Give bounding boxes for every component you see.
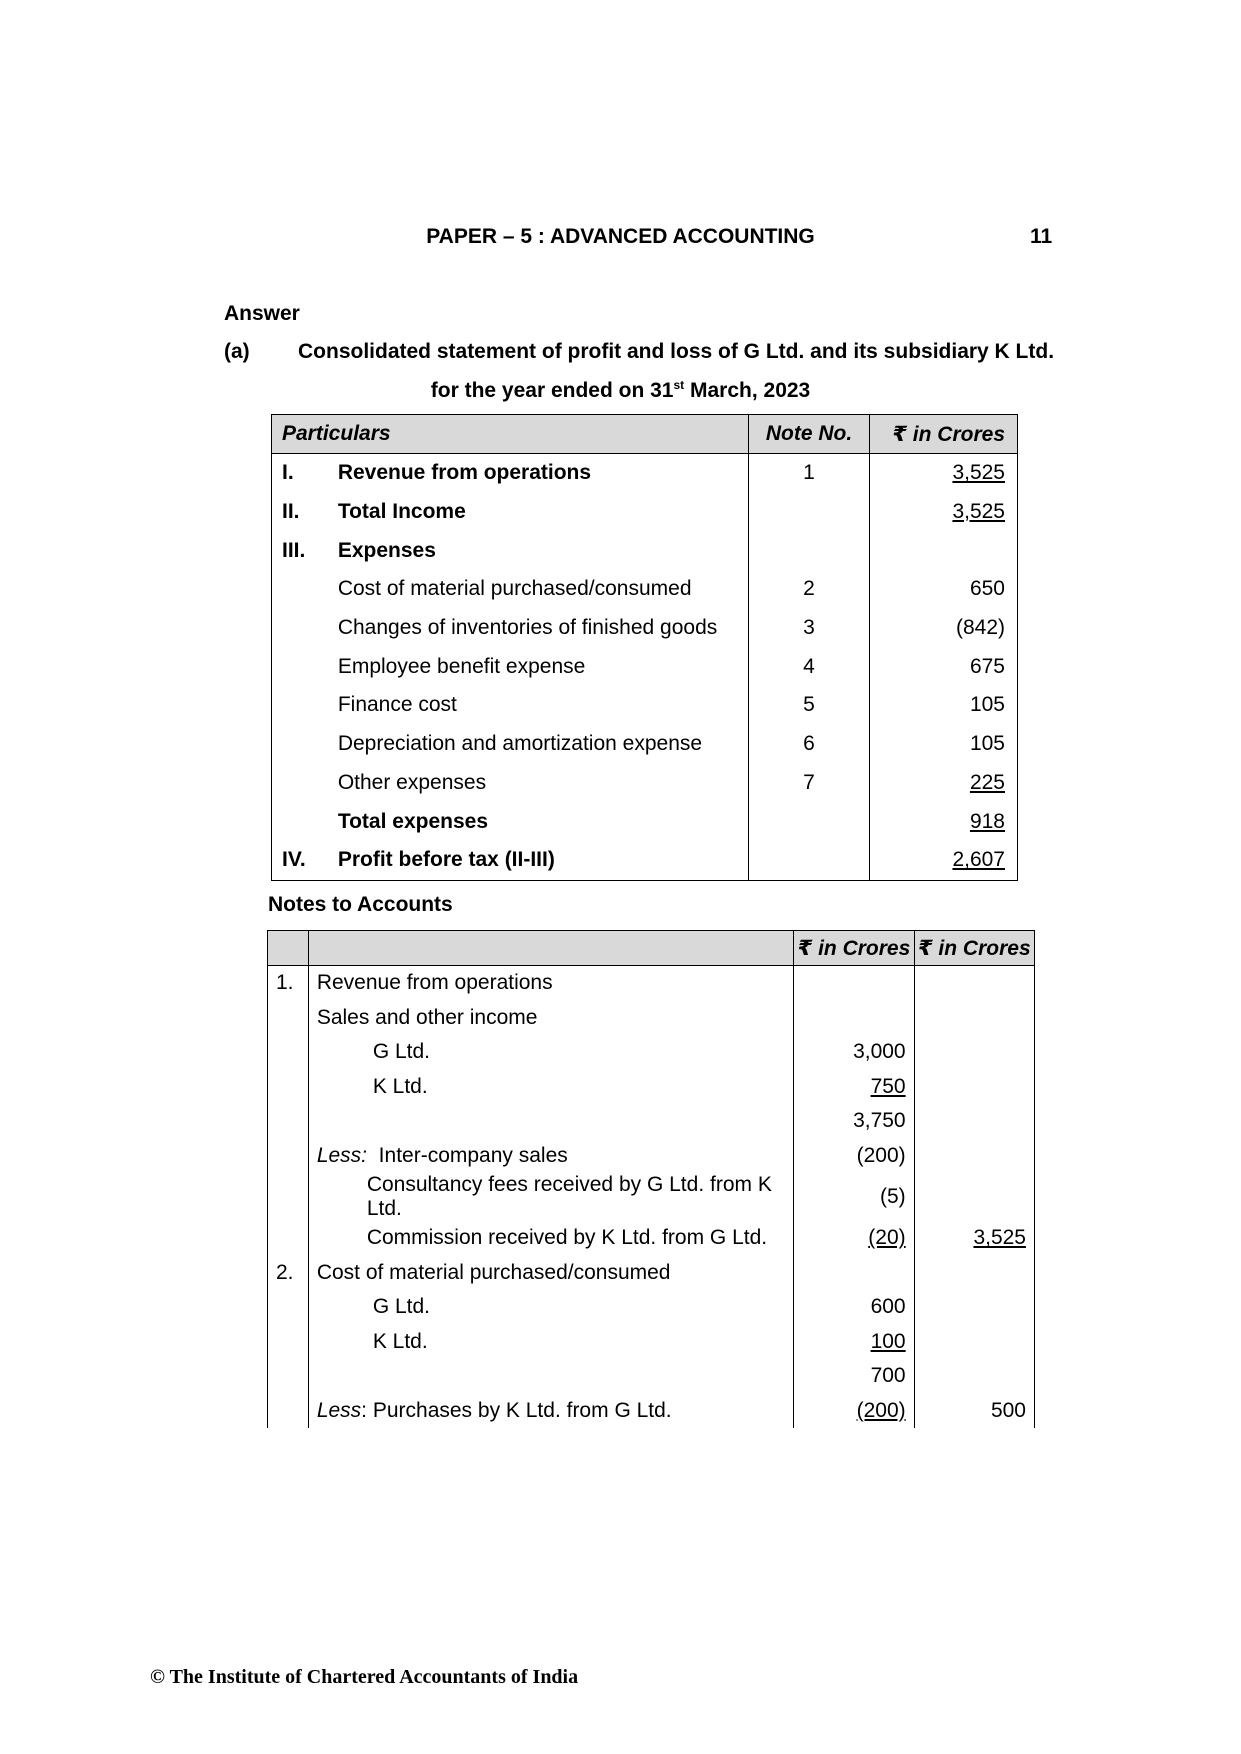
row-label: Cost of material purchased/consumed — [337, 577, 692, 601]
profit-loss-table — [271, 414, 1018, 881]
note-label: Cost of material purchased/consumed — [308, 1256, 793, 1291]
note-total — [914, 1104, 1034, 1139]
table-row — [268, 1290, 1035, 1325]
row-amount: 675 — [870, 647, 1018, 686]
note-number — [268, 1035, 309, 1070]
note-total: 500 — [990, 1398, 1026, 1422]
notes-header-row — [268, 931, 1035, 966]
table-row — [272, 531, 1018, 570]
row-note: 1 — [748, 454, 870, 493]
table-row — [272, 725, 1018, 764]
header-particulars: Particulars — [272, 415, 749, 454]
row-label: Employee benefit expense — [337, 654, 586, 678]
header-note-no: Note No. — [748, 415, 870, 454]
table-row — [268, 1001, 1035, 1036]
note-number — [268, 1290, 309, 1325]
row-amount: 3,525 — [952, 500, 1005, 524]
note-total — [914, 1290, 1034, 1325]
row-label: Changes of inventories of finished goods — [337, 616, 718, 640]
note-total — [914, 1359, 1034, 1394]
note-number: 2. — [268, 1256, 309, 1291]
row-label: Profit before tax (II-III) — [337, 848, 555, 872]
table-row — [268, 1139, 1035, 1174]
row-amount: 3,525 — [952, 461, 1005, 485]
note-label: Commission received by K Ltd. from G Ltd. — [366, 1226, 768, 1250]
note-total — [914, 1139, 1034, 1174]
note-label: G Ltd. — [372, 1040, 431, 1064]
subtitle-text-end: March, 2023 — [684, 379, 811, 402]
table-row — [268, 1104, 1035, 1139]
table-row — [268, 1035, 1035, 1070]
note-total: 3,525 — [973, 1226, 1026, 1250]
note-label: Inter-company sales — [367, 1143, 568, 1167]
table-row — [272, 454, 1018, 493]
row-amount: 918 — [969, 809, 1005, 833]
note-total — [914, 1001, 1034, 1036]
answer-heading: Answer — [224, 302, 300, 325]
note-amount: 3,750 — [794, 1104, 914, 1139]
table-row — [268, 1256, 1035, 1291]
note-total — [914, 1035, 1034, 1070]
row-number — [272, 725, 338, 764]
table-row — [268, 1173, 1035, 1221]
row-number: III. — [282, 538, 306, 562]
row-number: II. — [282, 500, 300, 524]
row-label: Other expenses — [337, 770, 487, 794]
row-note: 3 — [748, 609, 870, 648]
part-label: (a) — [224, 340, 250, 363]
header-amount-col4: ₹ in Crores — [914, 931, 1034, 966]
note-label: Consultancy fees received by G Ltd. from K Ltd. — [366, 1173, 772, 1220]
row-note: 4 — [748, 647, 870, 686]
note-amount — [794, 1256, 914, 1291]
note-number — [268, 1173, 309, 1221]
row-number: I. — [282, 461, 294, 485]
note-label: K Ltd. — [372, 1074, 428, 1098]
row-amount: 105 — [870, 725, 1018, 764]
row-number — [272, 802, 338, 841]
note-number — [268, 1139, 309, 1174]
row-label: Finance cost — [337, 693, 457, 717]
row-note: 5 — [748, 686, 870, 725]
note-number — [268, 1221, 309, 1256]
row-label: Revenue from operations — [337, 461, 592, 485]
row-label: Total expenses — [337, 809, 488, 833]
table-row — [268, 1359, 1035, 1394]
note-amount: 100 — [870, 1329, 906, 1353]
note-amount — [794, 1001, 914, 1036]
row-number — [272, 609, 338, 648]
header-amount: ₹ in Crores — [870, 415, 1018, 454]
row-amount: (842) — [870, 609, 1018, 648]
statement-subtitle — [0, 378, 1241, 403]
table-row — [272, 764, 1018, 803]
row-number — [272, 764, 338, 803]
note-amount: 700 — [794, 1359, 914, 1394]
row-number — [272, 570, 338, 609]
note-label: Revenue from operations — [308, 966, 793, 1001]
row-number — [272, 686, 338, 725]
table-row — [268, 1221, 1035, 1256]
row-amount: 105 — [870, 686, 1018, 725]
table-row — [272, 841, 1018, 880]
note-label — [308, 1104, 793, 1139]
table-row — [272, 609, 1018, 648]
table-row — [272, 802, 1018, 841]
row-note — [748, 802, 870, 841]
row-note — [748, 493, 870, 532]
note-label: Sales and other income — [308, 1001, 793, 1036]
note-number: 1. — [268, 966, 309, 1001]
header-amount-col3: ₹ in Crores — [794, 931, 914, 966]
note-amount: 600 — [794, 1290, 914, 1325]
note-label: : Purchases by K Ltd. from G Ltd. — [361, 1398, 672, 1422]
table-row — [272, 686, 1018, 725]
notes-title: Notes to Accounts — [268, 893, 453, 916]
header-blank-number — [268, 931, 309, 966]
page-header-title: PAPER – 5 : ADVANCED ACCOUNTING — [426, 225, 815, 248]
row-amount: 2,607 — [952, 848, 1005, 872]
row-amount: 225 — [969, 770, 1005, 794]
table-row — [272, 570, 1018, 609]
less-label: Less — [316, 1398, 362, 1422]
note-number — [268, 1070, 309, 1105]
note-total — [914, 1256, 1034, 1291]
row-amount: 650 — [870, 570, 1018, 609]
note-amount: (200) — [794, 1139, 914, 1174]
less-label: Less: — [316, 1143, 368, 1167]
note-total — [914, 1325, 1034, 1360]
table-row — [272, 493, 1018, 532]
page-number: 11 — [1030, 225, 1053, 248]
note-amount: (20) — [868, 1226, 906, 1250]
note-number — [268, 1394, 309, 1429]
row-amount — [870, 531, 1018, 570]
table-header-row — [272, 415, 1018, 454]
row-label: Total Income — [337, 500, 466, 524]
row-number: IV. — [282, 848, 306, 872]
notes-table — [267, 930, 1035, 1428]
note-label: G Ltd. — [372, 1295, 431, 1319]
row-note: 2 — [748, 570, 870, 609]
note-label: K Ltd. — [372, 1329, 428, 1353]
header-blank-label — [308, 931, 793, 966]
note-total — [914, 966, 1034, 1001]
row-label: Expenses — [337, 538, 436, 562]
note-total — [914, 1070, 1034, 1105]
note-amount — [794, 966, 914, 1001]
row-label: Depreciation and amortization expense — [337, 732, 703, 756]
row-note: 6 — [748, 725, 870, 764]
statement-title: Consolidated statement of profit and loss of G Ltd. and its subsidiary K Ltd. — [298, 340, 1055, 363]
row-note: 7 — [748, 764, 870, 803]
note-number — [268, 1001, 309, 1036]
table-row — [268, 1070, 1035, 1105]
note-amount: 3,000 — [794, 1035, 914, 1070]
note-number — [268, 1104, 309, 1139]
note-number — [268, 1325, 309, 1360]
note-label — [308, 1359, 793, 1394]
note-total — [914, 1173, 1034, 1221]
footer-copyright: © The Institute of Chartered Accountants of India — [150, 1666, 579, 1688]
row-number — [272, 647, 338, 686]
table-row — [268, 966, 1035, 1001]
note-amount: (5) — [794, 1173, 914, 1221]
subtitle-text: for the year ended on 31 — [430, 379, 674, 402]
table-row — [268, 1394, 1035, 1429]
row-note — [748, 531, 870, 570]
table-row — [268, 1325, 1035, 1360]
note-amount: (200) — [856, 1398, 906, 1422]
subtitle-superscript: st — [673, 378, 685, 392]
row-note — [748, 841, 870, 880]
note-number — [268, 1359, 309, 1394]
note-amount: 750 — [870, 1074, 906, 1098]
table-row — [272, 647, 1018, 686]
